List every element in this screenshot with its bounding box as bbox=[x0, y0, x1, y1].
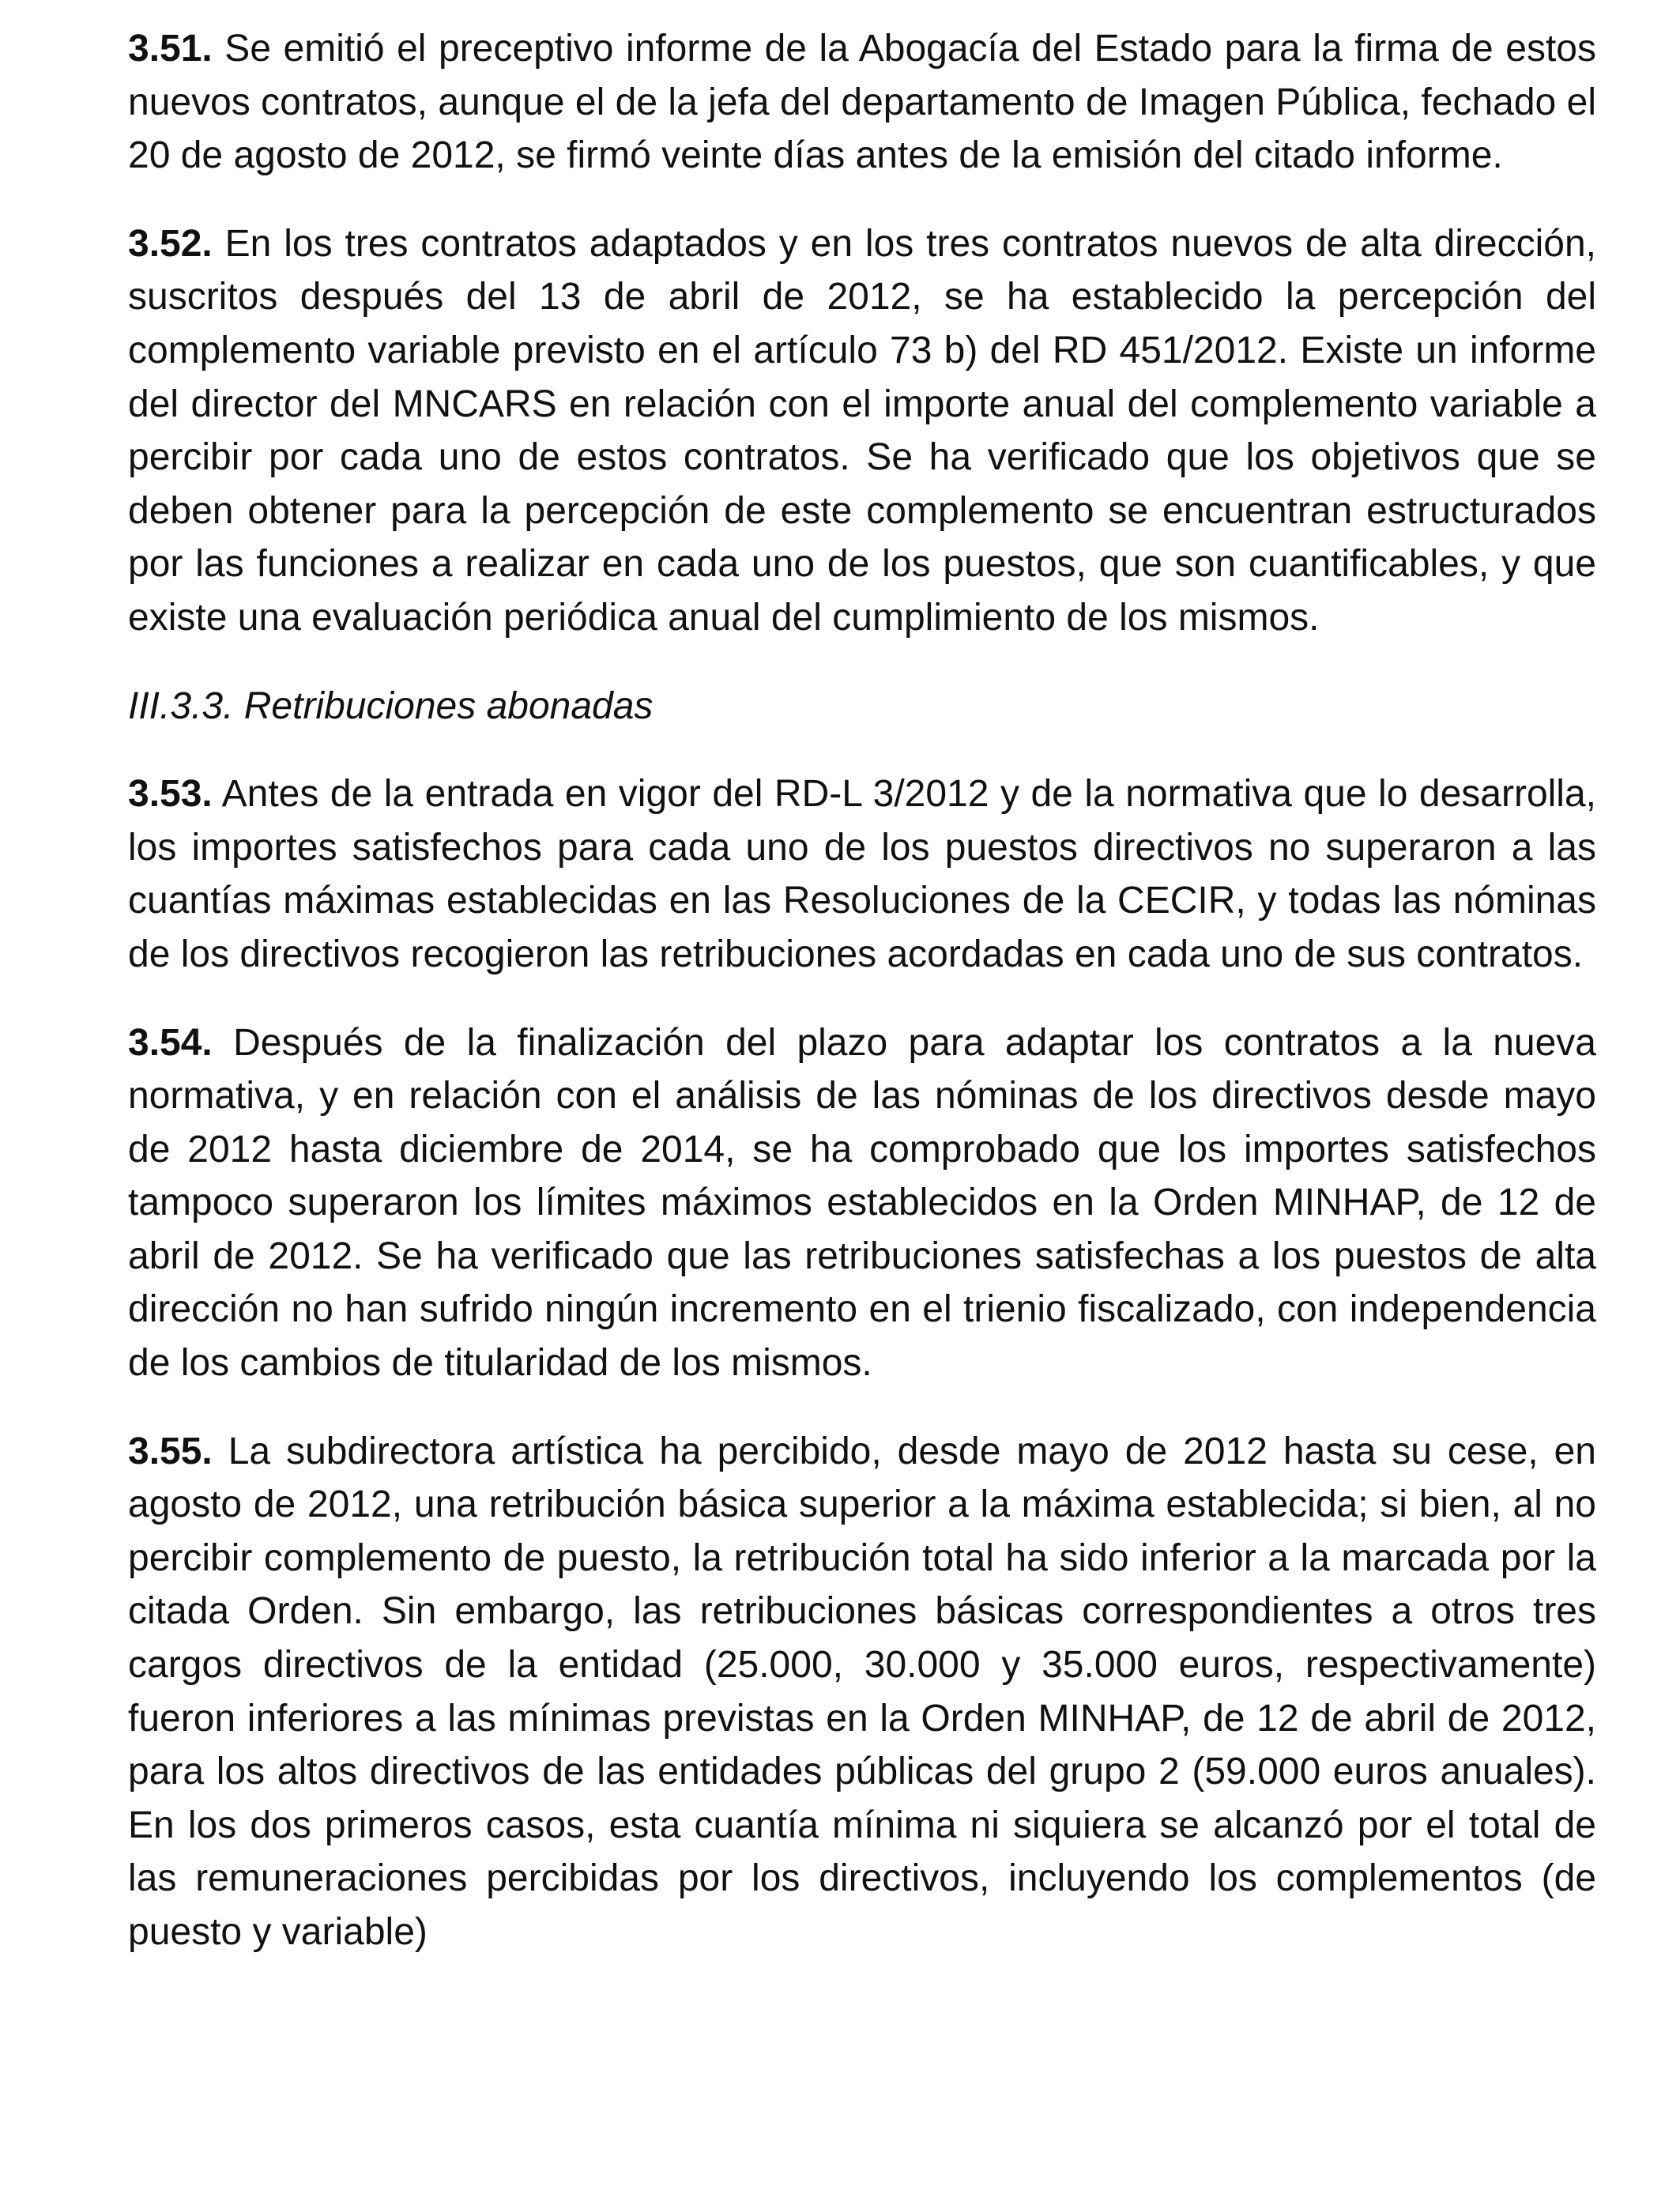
paragraph-number: 3.55. bbox=[128, 1430, 213, 1472]
paragraph-text: Se emitió el preceptivo informe de la Abogacía del Estado para la firma de estos nuevos contratos, aunque el de la jefa del departamento de Imagen Pública, fechado el 20 de agosto de 2012, se firmó veinte días antes de la emisión del citado informe. bbox=[128, 28, 1596, 177]
paragraph-text: Después de la finalización del plazo para adaptar los contratos a la nueva normativa, y en relación con el análisis de las nóminas de los directivos desde mayo de 2012 hasta diciembre de 2014, se ha comprobado que los importes satisfechos tampoco superaron los límites máximos establecidos en la Orden MINHAP, de 12 de abril de 2012. Se ha verificado que las retribuciones satisfechas a los puestos de alta dirección no han sufrido ningún incremento en el trienio fiscalizado, con independencia de los cambios de titularidad de los mismos. bbox=[128, 1021, 1596, 1385]
paragraph-3-51 bbox=[128, 22, 1596, 183]
paragraph-text: Antes de la entrada en vigor del RD-L 3/2012 y de la normativa que lo desarrolla, los importes satisfechos para cada uno de los puestos directivos no superaron a las cuantías máximas establecidas en las Resoluciones de la CECIR, y todas las nóminas de los directivos recogieron las retribuciones acordadas en cada uno de sus contratos. bbox=[128, 773, 1597, 975]
paragraph-number: 3.54. bbox=[128, 1021, 213, 1064]
paragraph-number: 3.51. bbox=[128, 28, 213, 70]
paragraph-3-55 bbox=[128, 1425, 1596, 1959]
document-page bbox=[128, 22, 1596, 1994]
paragraph-text: En los tres contratos adaptados y en los tres contratos nuevos de alta dirección, suscritos después del 13 de abril de 2012, se ha establecido la percepción del complemento variable previsto en el artículo 73 b) del RD 451/2012. Existe un informe del director del MNCARS en relación con el importe anual del complemento variable a percibir por cada uno de estos contratos. Se ha verificado que los objetivos que se deben obtener para la percepción de este complemento se encuentran estructurados por las funciones a realizar en cada uno de los puestos, que son cuantificables, y que existe una evaluación periódica anual del cumplimiento de los mismos. bbox=[128, 222, 1596, 639]
section-heading: III.3.3. Retribuciones abonadas bbox=[128, 684, 654, 727]
paragraph-text: La subdirectora artística ha percibido, desde mayo de 2012 hasta su cese, en agosto de 2012, una retribución básica superior a la máxima establecida; si bien, al no percibir complemento de puesto, la retribución total ha sido inferior a la marcada por la citada Orden. Sin embargo, las retribuciones básicas correspondientes a otros tres cargos directivos de la entidad (25.000, 30.000 y 35.000 euros, respectivamente) fueron inferiores a las mínimas previstas en la Orden MINHAP, de 12 de abril de 2012, para los altos directivos de las entidades públicas del grupo 2 (59.000 euros anuales). En los dos primeros casos, esta cuantía mínima ni siquiera se alcanzó por el total de las remuneraciones percibidas por los directivos, incluyendo los complementos (de puesto y variable) bbox=[128, 1430, 1596, 1953]
paragraph-number: 3.53. bbox=[128, 773, 213, 816]
paragraph-3-53 bbox=[128, 767, 1596, 981]
paragraph-number: 3.52. bbox=[128, 222, 213, 265]
paragraph-3-52 bbox=[128, 217, 1596, 645]
paragraph-3-54 bbox=[128, 1016, 1596, 1390]
